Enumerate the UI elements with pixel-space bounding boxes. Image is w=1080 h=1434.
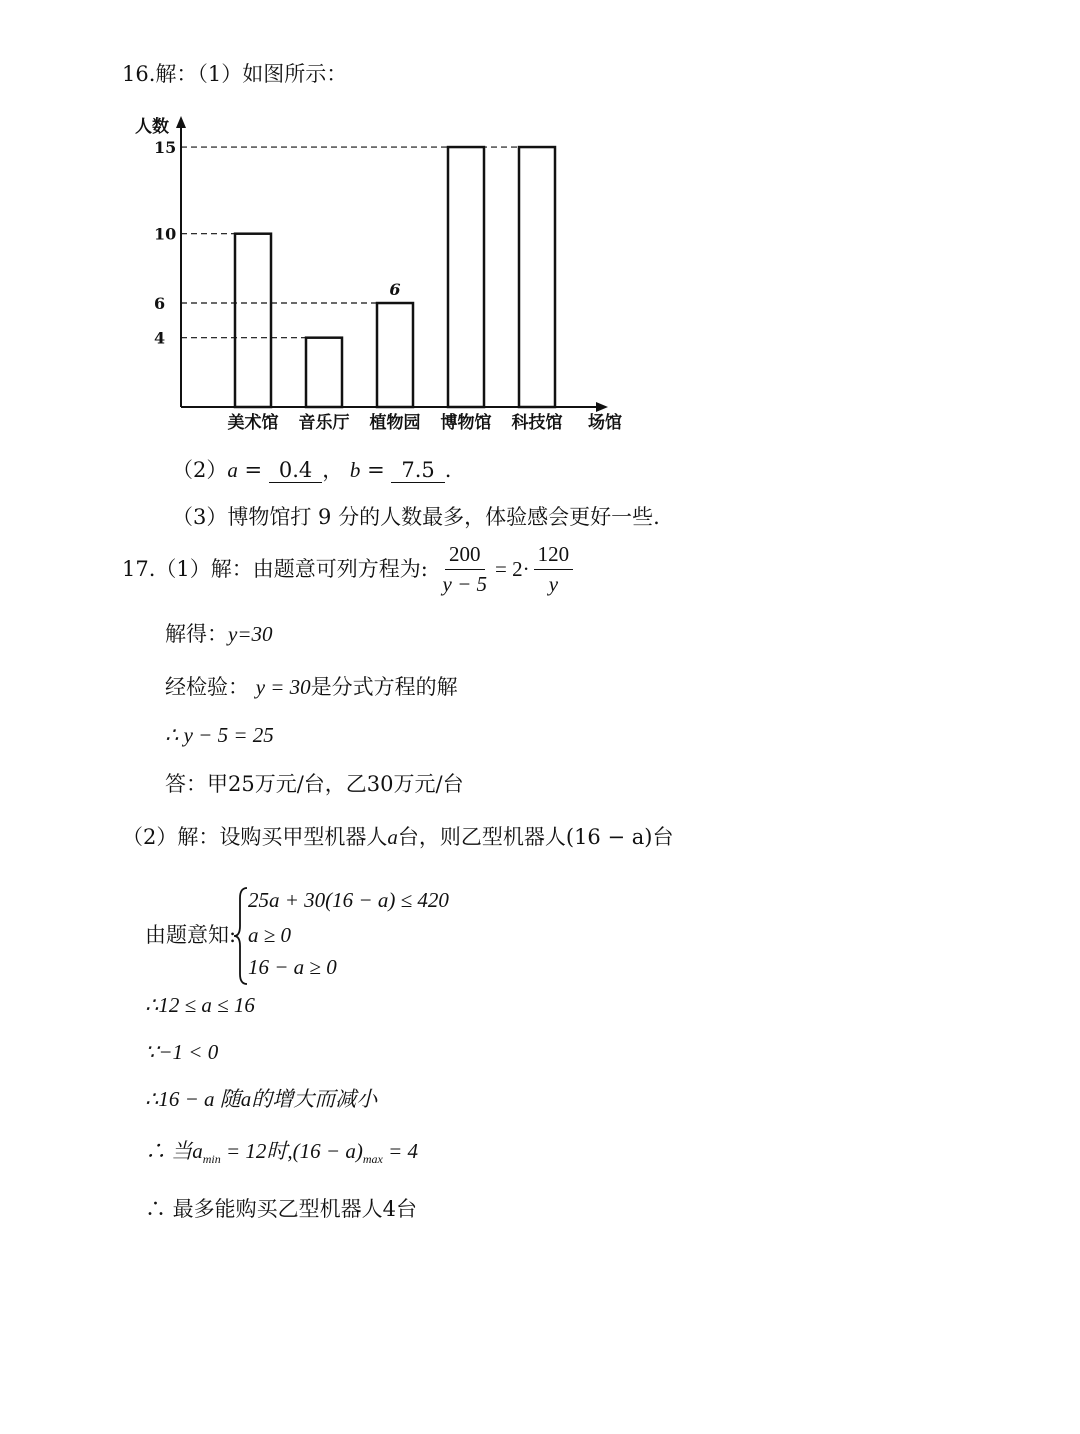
bar-1 <box>235 234 271 407</box>
x-tick-3: 植物园 <box>369 413 421 433</box>
answer-a: 0.4 <box>269 459 322 483</box>
x-tick-5: 科技馆 <box>511 413 563 433</box>
q17-answer-1: 答：甲25万元/台，乙30万元/台 <box>165 772 464 796</box>
fraction-200: $\frac{200}{y - 5}$ <box>442 542 488 597</box>
data-labels <box>389 280 400 299</box>
x-tick-2: 音乐厅 <box>298 413 350 433</box>
bar-5 <box>519 147 555 407</box>
y-tick-10: 10 <box>154 224 177 244</box>
y-tick-4: 4 <box>154 328 166 348</box>
bar-chart <box>128 110 648 445</box>
q16-heading: 16.解：（1）如图所示： <box>122 62 348 86</box>
q16-part3: （3）博物馆打 9 分的人数最多，体验感会更好一些. <box>172 505 660 529</box>
bar-2 <box>306 338 342 407</box>
system-line-3: 16 − a ≥ 0 <box>248 955 337 979</box>
bars <box>235 147 555 407</box>
answer-b: 7.5 <box>391 459 444 483</box>
bar-3 <box>377 303 413 407</box>
y-axis-label: 人数 <box>135 117 169 137</box>
y-tick-15: 15 <box>154 138 177 158</box>
q17-check: 经检验： y = 30是分式方程的解 <box>165 675 458 699</box>
chart-axes <box>176 116 608 412</box>
because-line: ∵−1 < 0 <box>145 1040 219 1064</box>
dashed-guides <box>181 147 519 338</box>
fraction-120: $\frac{120}{y}$ <box>534 542 574 597</box>
q17-therefore-1: ∴ y − 5 = 25 <box>165 723 274 747</box>
system-line-2: a ≥ 0 <box>248 923 292 947</box>
system-line-1: 25a + 30(16 − a) ≤ 420 <box>248 888 449 912</box>
y-tick-labels <box>154 138 176 348</box>
q17-solve: 解得：y=30 <box>165 622 273 646</box>
y-tick-6: 6 <box>154 294 166 314</box>
result-range: ∴12 ≤ a ≤ 16 <box>145 993 255 1017</box>
decreasing-line: ∴16 − a 随a的增大而减小 <box>145 1087 378 1111</box>
conclusion-line: ∴ 最多能购买乙型机器人4台 <box>145 1197 418 1221</box>
x-tick-1: 美术馆 <box>227 413 279 433</box>
x-tick-4: 博物馆 <box>440 413 492 433</box>
data-label-3: 6 <box>389 280 401 300</box>
min-max-line: ∴ 当$a_{min} = 12$时$,(16 - a)_{max} = 4$ <box>145 1139 418 1167</box>
q17-part1-equation: 17.（1）解：由题意可列方程为: $\frac{200}{y - 5}$ = 2· $\frac{120}{y}$ <box>122 542 577 597</box>
system-label: 由题意知: <box>145 923 237 947</box>
q16-part2: （2）a = 0.4 ， b = 7.5 . <box>172 458 452 482</box>
x-tick-labels <box>228 412 563 433</box>
x-axis-label: 场馆 <box>588 413 622 433</box>
q17-part2: （2）解：设购买甲型机器人a台，则乙型机器人(16 − a)台 <box>122 825 674 849</box>
bar-4 <box>448 147 484 407</box>
